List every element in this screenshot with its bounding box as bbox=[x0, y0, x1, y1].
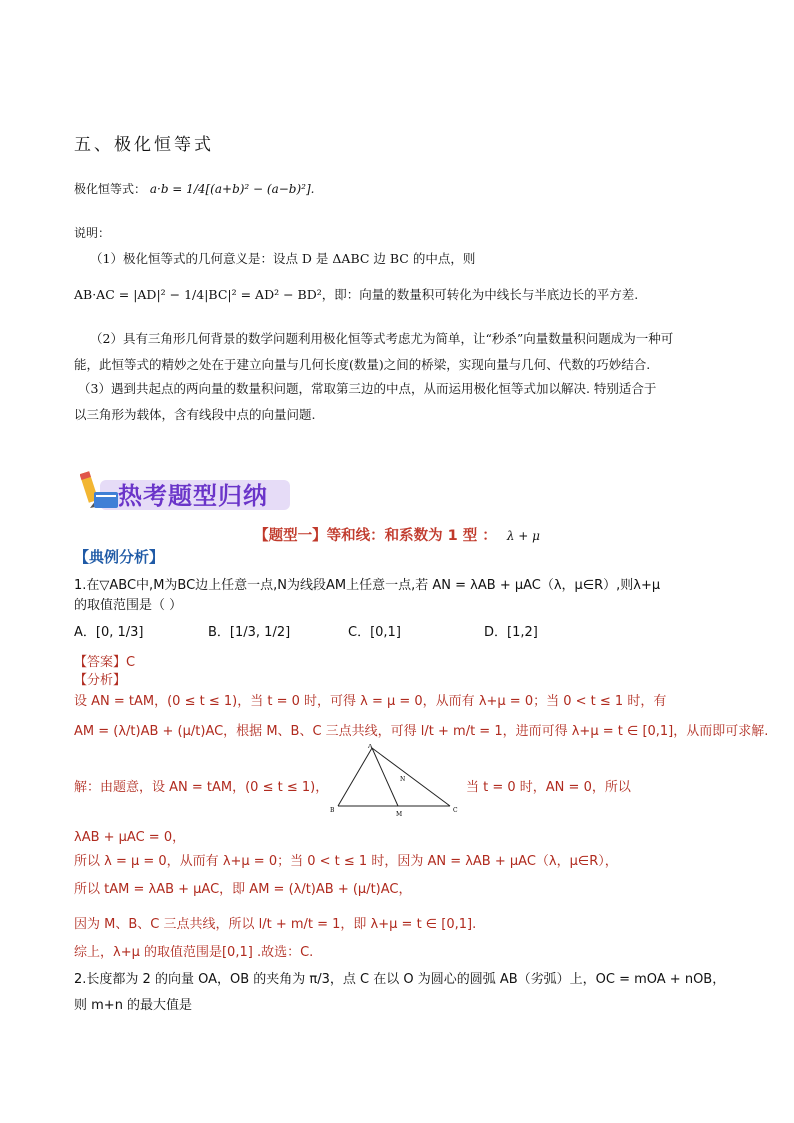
note3-line2: 以三角形为载体，含有线段中点的向量问题. bbox=[74, 407, 316, 422]
solution-line1: 解：由题意，设 AN = tAM，(0 ≤ t ≤ 1)， bbox=[74, 780, 329, 795]
note1-line2: AB·AC = |AD|² − 1/4|BC|² = AD² − BD²，即：向量的数量积可转化为中线长与半底边长的平方差. bbox=[74, 287, 639, 302]
problem1-line1: 1.在▽ABC中,M为BC边上任意一点,N为线段AM上任意一点,若 AN = λAB + μAC（λ，μ∈R）,则λ+μ bbox=[74, 578, 661, 593]
solution-line2: λAB + μAC = 0， bbox=[74, 830, 186, 845]
triangle-figure bbox=[322, 744, 468, 820]
option-a: A．[0, 1/3] bbox=[74, 625, 144, 640]
problem2-line1: 2.长度都为 2 的向量 OA，OB 的夹角为 π/3，点 C 在以 O 为圆心的圆弧 AB（劣弧）上，OC = mOA + nOB， bbox=[74, 972, 726, 987]
note2-line1: （2）具有三角形几何背景的数学问题利用极化恒等式考虑尤为简单，让“秒杀”向量数量积问题成为一种可 bbox=[90, 331, 674, 346]
identity-line bbox=[74, 180, 314, 197]
identity-formula: a·b = 1/4[(a+b)² − (a−b)²]. bbox=[149, 182, 315, 196]
problem2-line2: 则 m+n 的最大值是 bbox=[74, 998, 193, 1013]
segment-am bbox=[372, 748, 398, 806]
type1-title-text: 【题型一】等和线：和系数为 1 型 ： bbox=[254, 528, 497, 544]
edge-ab bbox=[338, 748, 372, 806]
label-n: N bbox=[400, 776, 406, 783]
note2-line2: 能，此恒等式的精妙之处在于建立向量与几何长度(数量)之间的桥梁，实现向量与几何、代数的巧妙结合. bbox=[74, 357, 651, 372]
type1-title-math: λ + μ bbox=[506, 529, 540, 543]
banner-title: 热考题型归纳 bbox=[118, 482, 268, 510]
solution-line4: 所以 tAM = λAB + μAC，即 AM = (λ/t)AB + (μ/t)AC， bbox=[74, 882, 412, 897]
label-m: M bbox=[396, 811, 403, 818]
solution-line1-right: 当 t = 0 时，AN = 0，所以 bbox=[466, 780, 631, 795]
problem1-line2: 的取值范围是（ ） bbox=[74, 598, 183, 613]
edge-ac bbox=[372, 748, 450, 806]
option-c: C．[0,1] bbox=[348, 625, 401, 640]
option-d: D．[1,2] bbox=[484, 625, 538, 640]
solution-line5: 因为 M、B、C 三点共线，所以 l/t + m/t = 1，即 λ+μ = t ∈ [0,1]. bbox=[74, 917, 477, 932]
solution-line3: 所以 λ = μ = 0，从而有 λ+μ = 0；当 0 < t ≤ 1 时，因为 AN = λAB + μAC（λ，μ∈R）， bbox=[74, 854, 618, 869]
analysis-line1: 设 AN = tAM，(0 ≤ t ≤ 1)，当 t = 0 时，可得 λ = μ = 0，从而有 λ+μ = 0；当 0 < t ≤ 1 时，有 bbox=[74, 694, 667, 709]
option-b: B．[1/3, 1/2] bbox=[208, 625, 291, 640]
type1-title bbox=[0, 524, 794, 545]
note-label: 说明： bbox=[74, 226, 111, 240]
label-a: A bbox=[368, 744, 373, 750]
example-header: 【典例分析】 bbox=[74, 548, 165, 566]
answer: 【答案】C bbox=[74, 655, 136, 670]
label-b: B bbox=[330, 807, 335, 814]
analysis-label: 【分析】 bbox=[74, 673, 127, 688]
book-icon bbox=[94, 492, 118, 508]
label-c: C bbox=[453, 807, 458, 814]
note3-line1: （3）遇到共起点的两向量的数量积问题，常取第三边的中点，从而运用极化恒等式加以解决. 特别适合于 bbox=[78, 381, 657, 396]
identity-label: 极化恒等式： bbox=[74, 182, 147, 196]
solution-line6: 综上，λ+μ 的取值范围是[0,1] .故选：C. bbox=[74, 945, 314, 960]
analysis-line2: AM = (λ/t)AB + (μ/t)AC，根据 M、B、C 三点共线，可得 l/t + m/t = 1，进而可得 λ+μ = t ∈ [0,1]，从而即可求解. bbox=[74, 724, 769, 739]
note1-line1: （1）极化恒等式的几何意义是：设点 D 是 ΔABC 边 BC 的中点，则 bbox=[90, 251, 476, 266]
section-title: 五、极化恒等式 bbox=[74, 135, 214, 155]
